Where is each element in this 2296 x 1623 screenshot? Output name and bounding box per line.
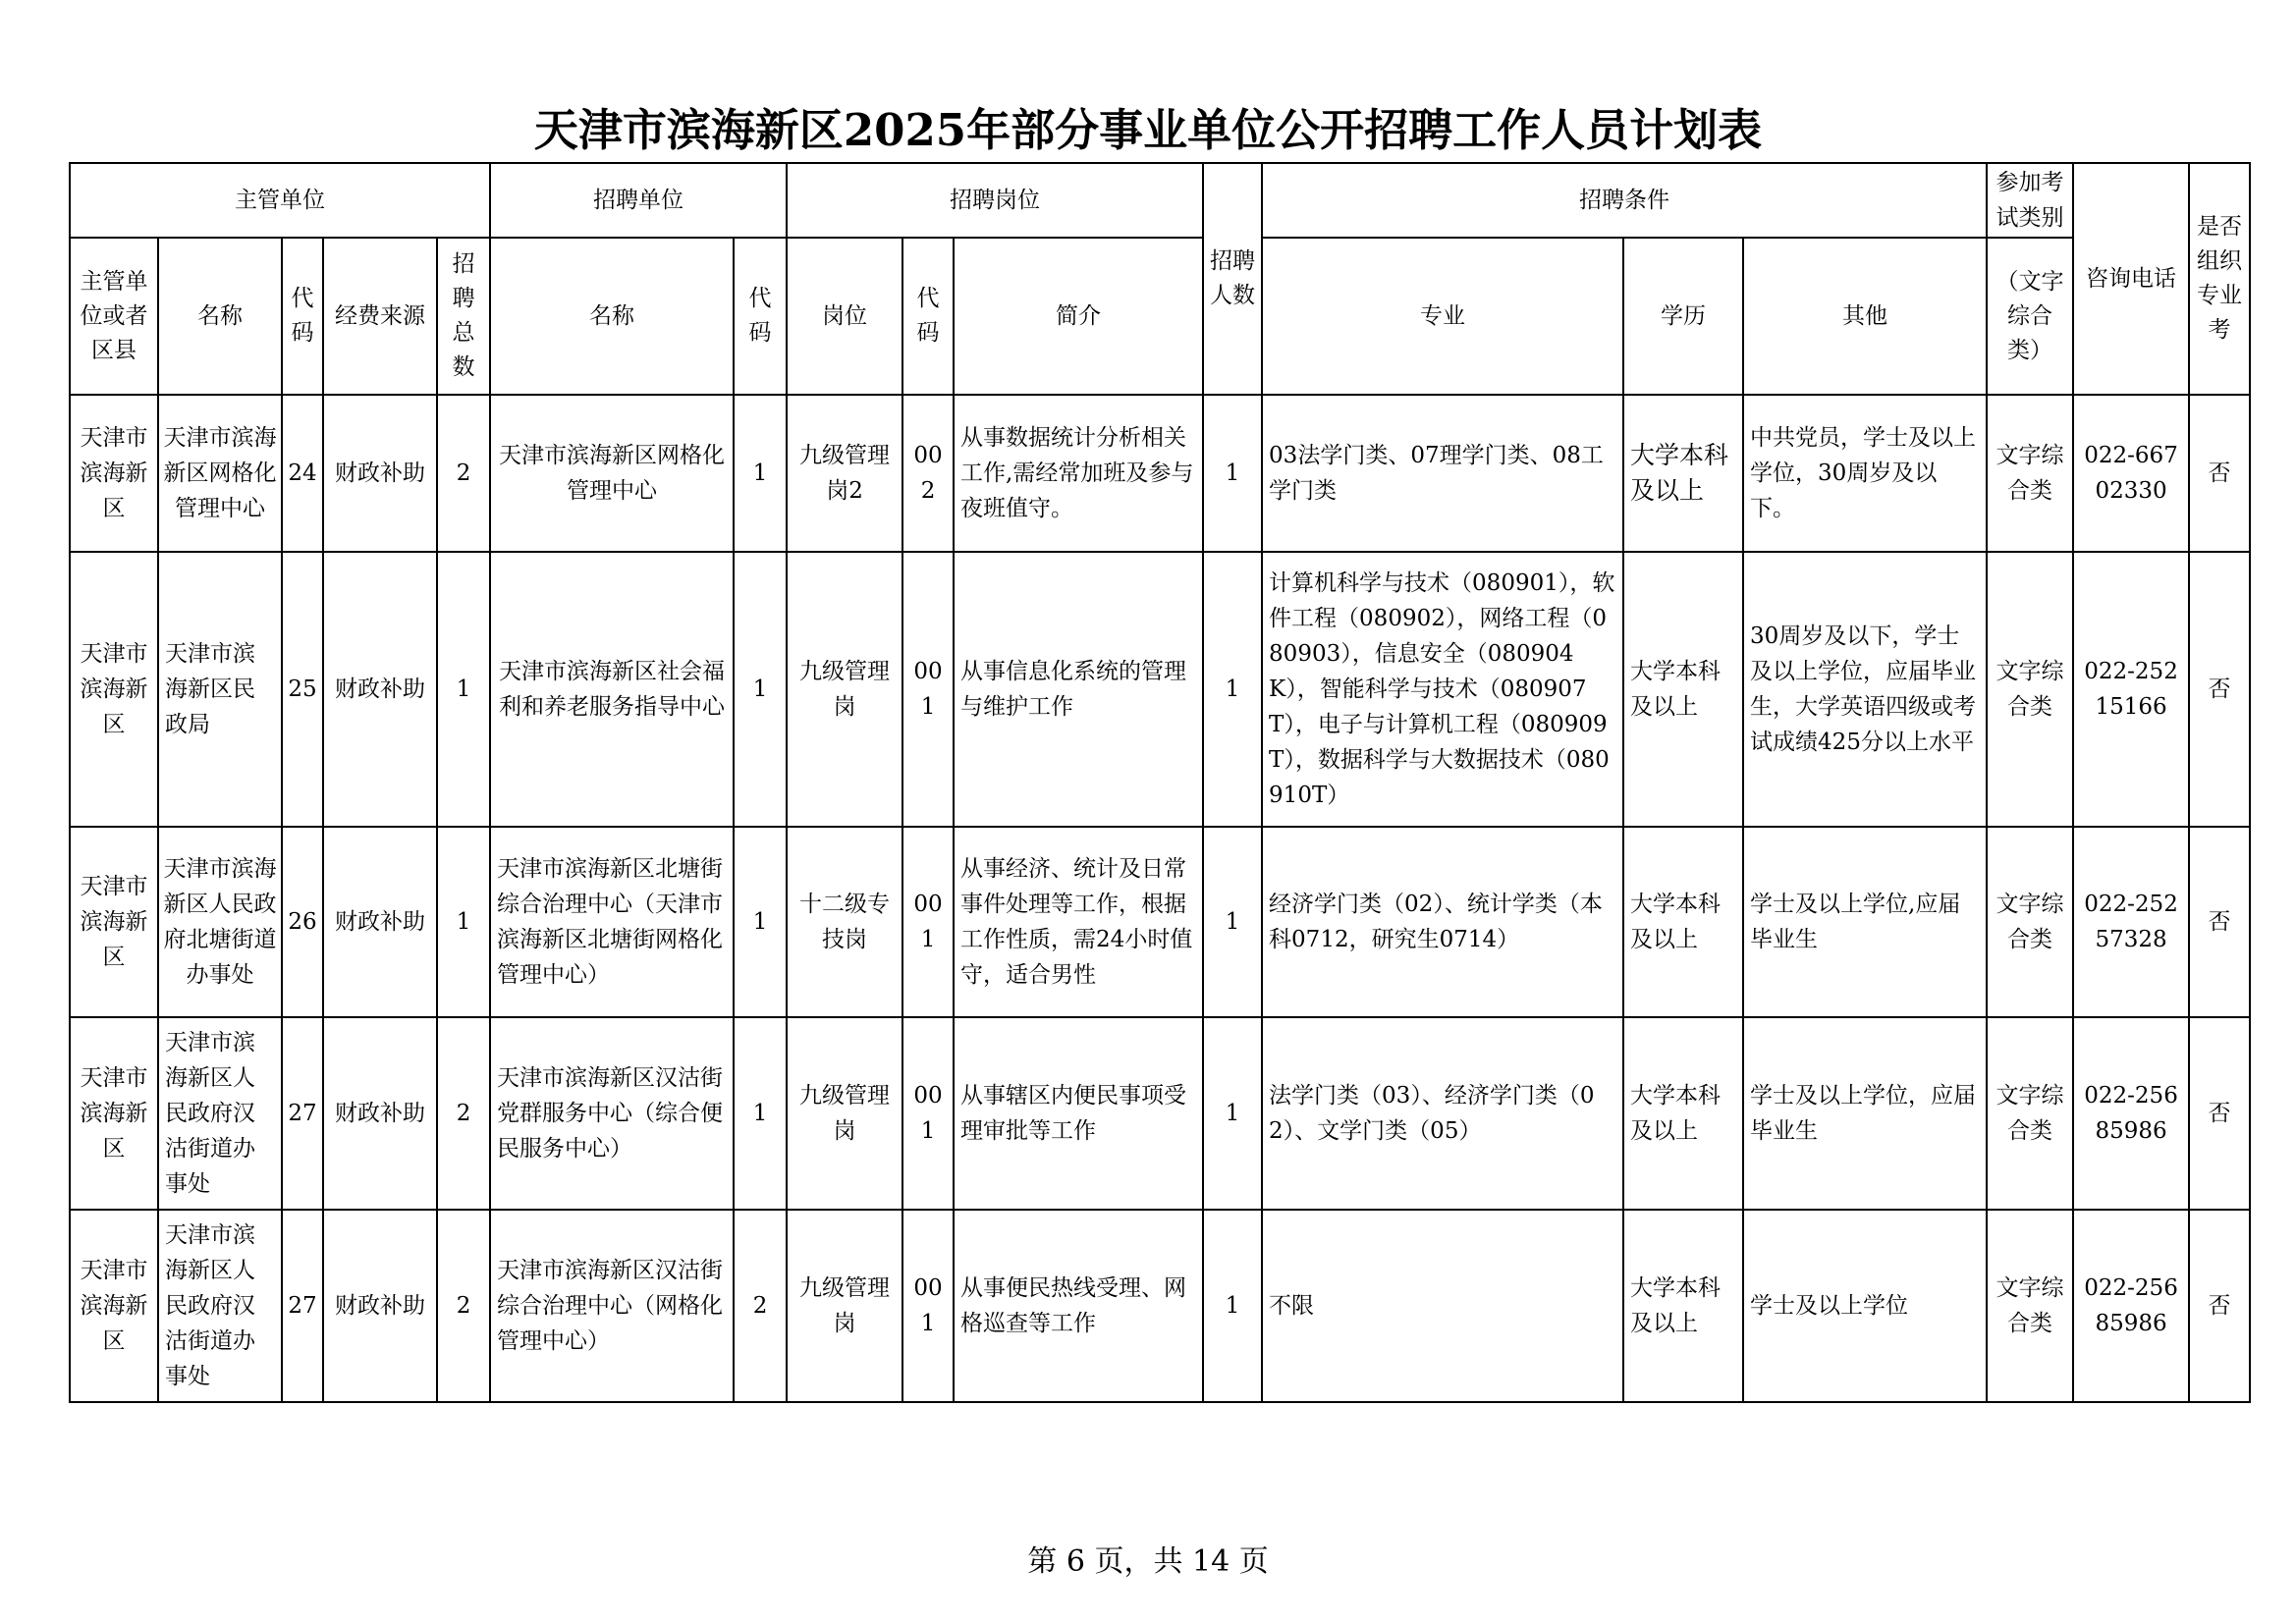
cell-exam: 文字综合类 xyxy=(1987,1017,2073,1210)
cell-other: 学士及以上学位,应届毕业生 xyxy=(1743,827,1987,1017)
cell-total: 1 xyxy=(437,552,490,827)
cell-post: 九级管理岗 xyxy=(787,552,902,827)
cell-unit-code: 2 xyxy=(734,1210,787,1402)
cell-major: 03法学门类、07理学门类、08工学门类 xyxy=(1262,395,1623,552)
header-sup-code: 代码 xyxy=(282,238,323,395)
table-row xyxy=(70,1017,2250,1210)
cell-intro: 从事经济、统计及日常事件处理等工作，根据工作性质，需24小时值守，适合男性 xyxy=(954,827,1203,1017)
cell-count: 1 xyxy=(1203,1210,1262,1402)
cell-pro-exam: 否 xyxy=(2189,552,2250,827)
header-row-groups xyxy=(70,163,2250,238)
cell-intro: 从事辖区内便民事项受理审批等工作 xyxy=(954,1017,1203,1210)
header-post: 岗位 xyxy=(787,238,902,395)
header-post-code: 代码 xyxy=(902,238,954,395)
cell-total: 2 xyxy=(437,1017,490,1210)
cell-district: 天津市滨海新区 xyxy=(70,1210,158,1402)
cell-pro-exam: 否 xyxy=(2189,827,2250,1017)
cell-sup-code: 27 xyxy=(282,1210,323,1402)
cell-phone: 022-25257328 xyxy=(2073,827,2189,1017)
header-professional-exam: 是否组织专业考 xyxy=(2189,163,2250,395)
header-unit-name: 名称 xyxy=(490,238,734,395)
cell-total: 2 xyxy=(437,1210,490,1402)
cell-sup-code: 27 xyxy=(282,1017,323,1210)
cell-sup-name: 天津市滨海新区人民政府北塘街道办事处 xyxy=(158,827,282,1017)
table-row xyxy=(70,827,2250,1017)
header-row-columns xyxy=(70,238,2250,395)
cell-intro: 从事信息化系统的管理与维护工作 xyxy=(954,552,1203,827)
cell-other: 学士及以上学位，应届毕业生 xyxy=(1743,1017,1987,1210)
cell-count: 1 xyxy=(1203,552,1262,827)
cell-intro: 从事便民热线受理、网格巡查等工作 xyxy=(954,1210,1203,1402)
cell-district: 天津市滨海新区 xyxy=(70,552,158,827)
header-position-group: 招聘岗位 xyxy=(787,163,1203,238)
cell-unit-name: 天津市滨海新区汉沽街综合治理中心（网格化管理中心） xyxy=(490,1210,734,1402)
cell-post: 十二级专技岗 xyxy=(787,827,902,1017)
header-exam-sub: （文字综合类） xyxy=(1987,238,2073,395)
cell-phone: 022-66702330 xyxy=(2073,395,2189,552)
cell-count: 1 xyxy=(1203,1017,1262,1210)
recruitment-plan-table xyxy=(69,162,2251,1403)
cell-total: 1 xyxy=(437,827,490,1017)
header-funding: 经费来源 xyxy=(323,238,437,395)
cell-post-code: 002 xyxy=(902,395,954,552)
cell-education: 大学本科及以上 xyxy=(1623,1210,1743,1402)
header-district: 主管单位或者区县 xyxy=(70,238,158,395)
header-intro: 简介 xyxy=(954,238,1203,395)
cell-pro-exam: 否 xyxy=(2189,395,2250,552)
cell-count: 1 xyxy=(1203,827,1262,1017)
cell-pro-exam: 否 xyxy=(2189,1210,2250,1402)
cell-education: 大学本科及以上 xyxy=(1623,827,1743,1017)
header-recruit-count: 招聘人数 xyxy=(1203,163,1262,395)
page-footer: 第 6 页，共 14 页 xyxy=(1027,1544,1269,1579)
cell-unit-name: 天津市滨海新区汉沽街党群服务中心（综合便民服务中心） xyxy=(490,1017,734,1210)
cell-count: 1 xyxy=(1203,395,1262,552)
header-recruiting-unit-group: 招聘单位 xyxy=(490,163,787,238)
header-supervisor-group: 主管单位 xyxy=(70,163,490,238)
cell-district: 天津市滨海新区 xyxy=(70,1017,158,1210)
cell-post: 九级管理岗 xyxy=(787,1017,902,1210)
cell-district: 天津市滨海新区 xyxy=(70,395,158,552)
cell-exam: 文字综合类 xyxy=(1987,395,2073,552)
header-unit-code: 代码 xyxy=(734,238,787,395)
header-education: 学历 xyxy=(1623,238,1743,395)
header-exam-category: 参加考试类别 xyxy=(1987,163,2073,238)
cell-phone: 022-25215166 xyxy=(2073,552,2189,827)
cell-total: 2 xyxy=(437,395,490,552)
cell-post: 九级管理岗2 xyxy=(787,395,902,552)
cell-funding: 财政补助 xyxy=(323,1210,437,1402)
cell-post-code: 001 xyxy=(902,1017,954,1210)
cell-major: 经济学门类（02）、统计学类（本科0712，研究生0714） xyxy=(1262,827,1623,1017)
cell-education: 大学本科及以上 xyxy=(1623,395,1743,552)
cell-sup-code: 26 xyxy=(282,827,323,1017)
cell-unit-code: 1 xyxy=(734,1017,787,1210)
cell-phone: 022-25685986 xyxy=(2073,1017,2189,1210)
cell-major: 计算机科学与技术（080901），软件工程（080902），网络工程（080903），信息安全（080904K），智能科学与技术（080907T），电子与计算机工程（080909T），数据科学与大数据技术（080910T） xyxy=(1262,552,1623,827)
table-row xyxy=(70,395,2250,552)
cell-sup-name: 天津市滨海新区人民政府汉沽街道办事处 xyxy=(158,1210,282,1402)
header-conditions-group: 招聘条件 xyxy=(1262,163,1987,238)
table-row xyxy=(70,1210,2250,1402)
cell-unit-name: 天津市滨海新区网格化管理中心 xyxy=(490,395,734,552)
cell-sup-name: 天津市滨海新区民政局 xyxy=(158,552,282,827)
header-major: 专业 xyxy=(1262,238,1623,395)
header-phone: 咨询电话 xyxy=(2073,163,2189,395)
cell-exam: 文字综合类 xyxy=(1987,827,2073,1017)
cell-funding: 财政补助 xyxy=(323,1017,437,1210)
cell-unit-code: 1 xyxy=(734,552,787,827)
cell-education: 大学本科及以上 xyxy=(1623,1017,1743,1210)
cell-unit-name: 天津市滨海新区北塘街综合治理中心（天津市滨海新区北塘街网格化管理中心） xyxy=(490,827,734,1017)
cell-other: 中共党员，学士及以上学位，30周岁及以下。 xyxy=(1743,395,1987,552)
cell-major: 不限 xyxy=(1262,1210,1623,1402)
cell-post-code: 001 xyxy=(902,1210,954,1402)
header-total: 招聘总数 xyxy=(437,238,490,395)
cell-other: 学士及以上学位 xyxy=(1743,1210,1987,1402)
cell-post: 九级管理岗 xyxy=(787,1210,902,1402)
cell-post-code: 001 xyxy=(902,827,954,1017)
cell-post-code: 001 xyxy=(902,552,954,827)
cell-intro: 从事数据统计分析相关工作,需经常加班及参与夜班值守。 xyxy=(954,395,1203,552)
header-other: 其他 xyxy=(1743,238,1987,395)
cell-sup-name: 天津市滨海新区网格化管理中心 xyxy=(158,395,282,552)
cell-unit-code: 1 xyxy=(734,827,787,1017)
cell-sup-name: 天津市滨海新区人民政府汉沽街道办事处 xyxy=(158,1017,282,1210)
cell-pro-exam: 否 xyxy=(2189,1017,2250,1210)
cell-unit-code: 1 xyxy=(734,395,787,552)
cell-major: 法学门类（03）、经济学门类（02）、文学门类（05） xyxy=(1262,1017,1623,1210)
cell-education: 大学本科及以上 xyxy=(1623,552,1743,827)
cell-unit-name: 天津市滨海新区社会福利和养老服务指导中心 xyxy=(490,552,734,827)
cell-exam: 文字综合类 xyxy=(1987,552,2073,827)
table-row xyxy=(70,552,2250,827)
cell-exam: 文字综合类 xyxy=(1987,1210,2073,1402)
cell-funding: 财政补助 xyxy=(323,395,437,552)
cell-sup-code: 25 xyxy=(282,552,323,827)
cell-phone: 022-25685986 xyxy=(2073,1210,2189,1402)
header-sup-name: 名称 xyxy=(158,238,282,395)
page-title: 天津市滨海新区2025年部分事业单位公开招聘工作人员计划表 xyxy=(533,104,1763,156)
cell-funding: 财政补助 xyxy=(323,827,437,1017)
cell-district: 天津市滨海新区 xyxy=(70,827,158,1017)
cell-funding: 财政补助 xyxy=(323,552,437,827)
cell-other: 30周岁及以下，学士及以上学位，应届毕业生，大学英语四级或考试成绩425分以上水平 xyxy=(1743,552,1987,827)
cell-sup-code: 24 xyxy=(282,395,323,552)
